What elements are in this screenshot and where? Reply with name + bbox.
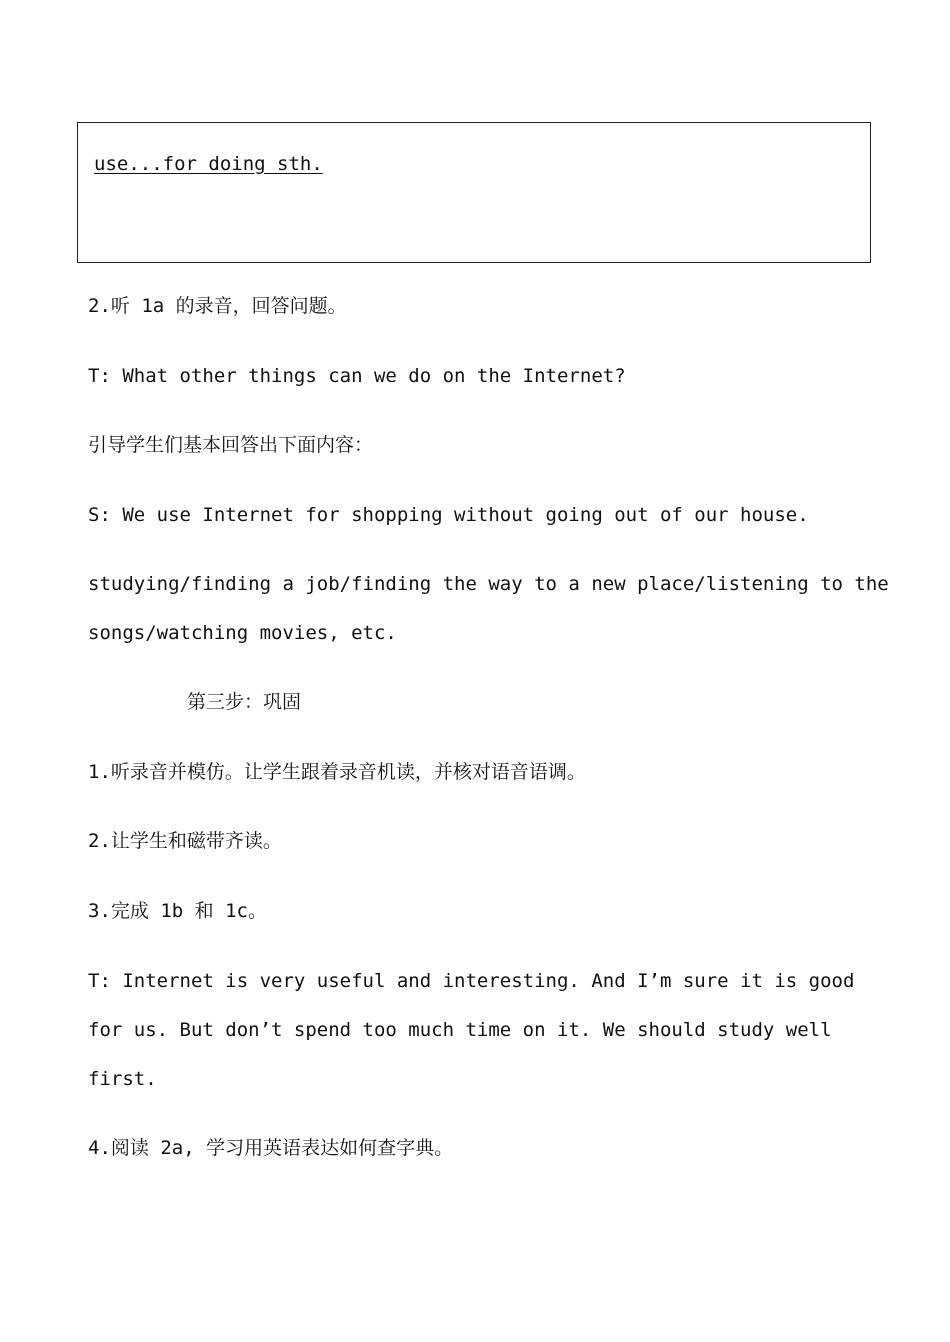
section-heading-step3: 第三步：巩固 (187, 691, 302, 713)
content-box (77, 122, 871, 263)
paragraph-teacher-remark-line2: for us. But don’t spend too much time on it. We should study well (88, 1019, 832, 1041)
paragraph-step3-item2: 2.让学生和磁带齐读。 (88, 830, 282, 852)
paragraph-activities-line2: songs/watching movies, etc. (88, 622, 397, 644)
paragraph-listen-1a: 2.听 1a 的录音，回答问题。 (88, 295, 347, 317)
box-underlined-text: use...for doing sth. (94, 153, 323, 175)
paragraph-guide-students: 引导学生们基本回答出下面内容： (88, 434, 374, 456)
paragraph-teacher-question: T: What other things can we do on the Internet? (88, 365, 626, 387)
paragraph-step3-item1: 1.听录音并模仿。让学生跟着录音机读，并核对语音语调。 (88, 761, 586, 783)
paragraph-teacher-remark-line1: T: Internet is very useful and interesting. And I’m sure it is good (88, 970, 855, 992)
paragraph-activities-line1: studying/finding a job/finding the way to a new place/listening to the (88, 573, 889, 595)
paragraph-step3-item4: 4.阅读 2a, 学习用英语表达如何查字典。 (88, 1137, 454, 1159)
paragraph-step3-item3: 3.完成 1b 和 1c。 (88, 900, 267, 922)
paragraph-teacher-remark-line3: first. (88, 1068, 157, 1090)
paragraph-student-answer: S: We use Internet for shopping without going out of our house. (88, 504, 809, 526)
